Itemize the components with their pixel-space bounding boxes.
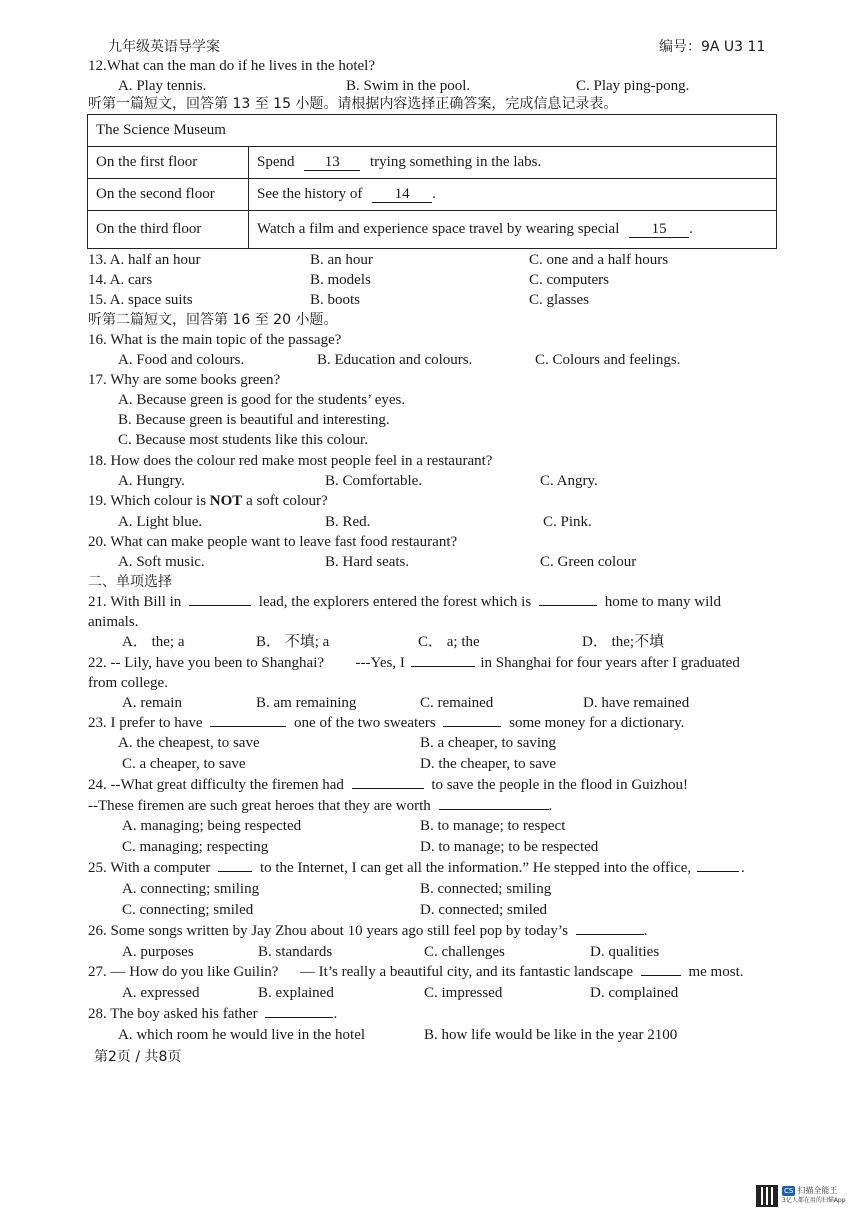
row-text-post: trying something in the labs.: [370, 154, 542, 170]
q28-text-1: 28. The boy asked his father: [88, 1006, 258, 1022]
answer-blank-13[interactable]: 13: [304, 154, 360, 171]
section-2-instruction: 听第二篇短文，回答第 16 至 20 小题。: [88, 312, 338, 328]
question-27-stem: [88, 962, 743, 982]
watermark-text: [782, 1186, 846, 1206]
row-content: [249, 211, 777, 249]
science-museum-table: [87, 114, 777, 249]
table-title: The Science Museum: [88, 115, 777, 147]
q26-option-b: B. standards: [258, 944, 333, 960]
q19-option-a: A. Light blue.: [118, 514, 203, 530]
q20-option-a: A. Soft music.: [118, 554, 205, 570]
q27-text-3: me most.: [688, 964, 744, 980]
q20-option-b: B. Hard seats.: [325, 554, 410, 570]
q22-text-2: ---Yes, I: [355, 655, 405, 671]
q24-text-1: 24. --What great difficulty the firemen had: [88, 777, 344, 793]
question-16-stem: 16. What is the main topic of the passage?: [88, 332, 342, 348]
q25-option-c: C. connecting; smiled: [122, 902, 254, 918]
q27-blank[interactable]: [641, 975, 681, 976]
question-24-stem: [88, 775, 688, 795]
watermark-sub: 3亿人都在用的扫描App: [782, 1197, 846, 1204]
q25-text-1: 25. With a computer: [88, 860, 211, 876]
q24-blank-1[interactable]: [352, 788, 424, 789]
q18-option-a: A. Hungry.: [118, 473, 185, 489]
table-row: [88, 179, 777, 211]
q25-text-3: .: [740, 860, 745, 876]
q21-option-d: D． the;不填: [582, 634, 665, 650]
answer-blank-14[interactable]: 14: [372, 186, 432, 203]
q21-blank-1[interactable]: [189, 605, 251, 606]
q24-stem-line2: [88, 796, 552, 816]
q16-option-c: C. Colours and feelings.: [535, 352, 681, 368]
section-1-instruction: 听第一篇短文，回答第 13 至 15 小题。请根据内容选择正确答案，完成信息记录表。: [88, 96, 618, 112]
q24-option-c: C. managing; respecting: [122, 839, 269, 855]
q22-option-c: C. remained: [420, 695, 494, 711]
q23-text-2: one of the two sweaters: [294, 715, 436, 731]
q22-option-d: D. have remained: [583, 695, 690, 711]
q23-option-a: A. the cheapest, to save: [118, 735, 260, 751]
q24-option-b: B. to manage; to respect: [420, 818, 566, 834]
question-20-stem: 20. What can make people want to leave fast food restaurant?: [88, 534, 458, 550]
q12-option-b: B. Swim in the pool.: [346, 78, 471, 94]
q21-option-a: A． the; a: [122, 634, 185, 650]
q12-option-a: A. Play tennis.: [118, 78, 207, 94]
q23-text-3: some money for a dictionary.: [509, 715, 685, 731]
floor-label: On the third floor: [88, 211, 249, 249]
row-text-pre: See the history of: [257, 186, 363, 202]
q28-option-b: B. how life would be like in the year 2100: [424, 1027, 678, 1043]
q26-blank[interactable]: [576, 934, 644, 935]
question-18-stem: 18. How does the colour red make most people feel in a restaurant?: [88, 453, 493, 469]
q17-option-c: C. Because most students like this colour.: [118, 432, 368, 448]
question-22-stem: [88, 653, 740, 673]
q21-option-c: C． a; the: [418, 634, 480, 650]
row-text-pre: Spend: [257, 154, 295, 170]
q28-blank[interactable]: [265, 1017, 333, 1018]
q27-option-b: B. explained: [258, 985, 334, 1001]
q26-option-c: C. challenges: [424, 944, 505, 960]
q23-text-1: 23. I prefer to have: [88, 715, 203, 731]
q19-stem-bold: NOT: [209, 493, 243, 509]
q22-blank[interactable]: [411, 666, 475, 667]
answer-blank-15[interactable]: 15: [629, 221, 689, 238]
row-text-pre: Watch a film and experience space travel by wearing special: [257, 221, 620, 237]
q26-option-a: A. purposes: [122, 944, 194, 960]
q19-option-c: C. Pink.: [543, 514, 592, 530]
q17-option-b: B. Because green is beautiful and interesting.: [118, 412, 390, 428]
q23-option-d: D. the cheaper, to save: [420, 756, 557, 772]
q26-text-2: .: [643, 923, 648, 939]
q27-option-c: C. impressed: [424, 985, 503, 1001]
q20-option-c: C. Green colour: [540, 554, 637, 570]
q18-option-c: C. Angry.: [540, 473, 598, 489]
row-content: [249, 147, 777, 179]
q14-option-a: 14. A. cars: [88, 272, 153, 288]
q25-option-b: B. connected; smiling: [420, 881, 552, 897]
q15-option-b: B. boots: [310, 292, 361, 308]
q13-option-a: 13. A. half an hour: [88, 252, 201, 268]
q25-blank-1[interactable]: [218, 871, 252, 872]
q23-blank-2[interactable]: [443, 726, 501, 727]
question-12-stem: 12.What can the man do if he lives in the hotel?: [88, 58, 375, 74]
q28-option-a: A. which room he would live in the hotel: [118, 1027, 366, 1043]
floor-label: On the first floor: [88, 147, 249, 179]
q27-text-1: 27. — How do you like Guilin?: [88, 964, 279, 980]
q21-option-b: B． 不填; a: [256, 634, 330, 650]
q13-option-c: C. one and a half hours: [529, 252, 669, 268]
section-mc-heading: 二、单项选择: [88, 574, 172, 590]
q23-option-c: C. a cheaper, to save: [122, 756, 246, 772]
header-code: 编号：9A U3 11: [659, 39, 766, 55]
question-25-stem: [88, 858, 745, 878]
cs-logo-icon: CS: [784, 1187, 794, 1195]
q24-text-4: .: [548, 798, 553, 814]
qr-code-icon: [756, 1185, 778, 1207]
q24-option-d: D. to manage; to be respected: [420, 839, 599, 855]
table-row: [88, 147, 777, 179]
q15-option-c: C. glasses: [529, 292, 589, 308]
q19-stem-post: a soft colour?: [242, 493, 328, 509]
q22-text-3: in Shanghai for four years after I graduated: [480, 655, 740, 671]
q19-stem-pre: 19. Which colour is: [88, 493, 210, 509]
page-number: 第2页 / 共8页: [94, 1049, 182, 1065]
q24-option-a: A. managing; being respected: [122, 818, 302, 834]
q23-option-b: B. a cheaper, to saving: [420, 735, 557, 751]
q19-option-b: B. Red.: [325, 514, 371, 530]
q27-text-2: — It’s really a beautiful city, and its fantastic landscape: [299, 964, 633, 980]
q16-option-a: A. Food and colours.: [118, 352, 245, 368]
q28-text-2: .: [333, 1006, 338, 1022]
q21-stem-line2: animals.: [88, 614, 139, 630]
q12-option-c: C. Play ping-pong.: [576, 78, 690, 94]
q13-option-b: B. an hour: [310, 252, 373, 268]
question-23-stem: [88, 713, 684, 733]
question-26-stem: [88, 921, 647, 941]
table-row: [88, 211, 777, 249]
q24-text-3: --These firemen are such great heroes that they are worth: [88, 798, 431, 814]
q18-option-b: B. Comfortable.: [325, 473, 423, 489]
q21-text-1: 21. With Bill in: [88, 594, 182, 610]
q17-option-a: A. Because green is good for the students’ eyes.: [118, 392, 406, 408]
watermark-brand: 扫描全能王: [797, 1186, 838, 1195]
floor-label: On the second floor: [88, 179, 249, 211]
q27-option-d: D. complained: [590, 985, 679, 1001]
q21-text-3: home to many wild: [604, 594, 721, 610]
q22-option-b: B. am remaining: [256, 695, 357, 711]
q22-text-1: 22. -- Lily, have you been to Shanghai?: [88, 655, 325, 671]
q24-blank-2[interactable]: [439, 809, 549, 810]
q14-option-c: C. computers: [529, 272, 609, 288]
q14-option-b: B. models: [310, 272, 371, 288]
question-28-stem: [88, 1004, 337, 1024]
q15-option-a: 15. A. space suits: [88, 292, 193, 308]
row-text-post: .: [432, 186, 436, 202]
q23-blank-1[interactable]: [210, 726, 286, 727]
question-19-stem: [88, 491, 328, 511]
q22-option-a: A. remain: [122, 695, 182, 711]
scanner-watermark: [756, 1178, 852, 1214]
question-21-stem: [88, 592, 721, 612]
q24-text-2: to save the people in the flood in Guizhou!: [431, 777, 688, 793]
q27-option-a: A. expressed: [122, 985, 200, 1001]
q25-blank-2[interactable]: [697, 871, 739, 872]
q26-text-1: 26. Some songs written by Jay Zhou about 10 years ago still feel pop by today’s: [88, 923, 568, 939]
q25-text-2: to the Internet, I can get all the information.” He stepped into the office,: [259, 860, 692, 876]
q25-option-a: A. connecting; smiling: [122, 881, 260, 897]
row-text-post: .: [689, 221, 693, 237]
q21-blank-2[interactable]: [539, 605, 597, 606]
row-content: [249, 179, 777, 211]
q22-stem-line2: from college.: [88, 675, 168, 691]
q21-text-2: lead, the explorers entered the forest which is: [258, 594, 532, 610]
q26-option-d: D. qualities: [590, 944, 660, 960]
q25-option-d: D. connected; smiled: [420, 902, 548, 918]
header-title: 九年级英语导学案: [108, 39, 220, 55]
q16-option-b: B. Education and colours.: [317, 352, 473, 368]
question-17-stem: 17. Why are some books green?: [88, 372, 281, 388]
